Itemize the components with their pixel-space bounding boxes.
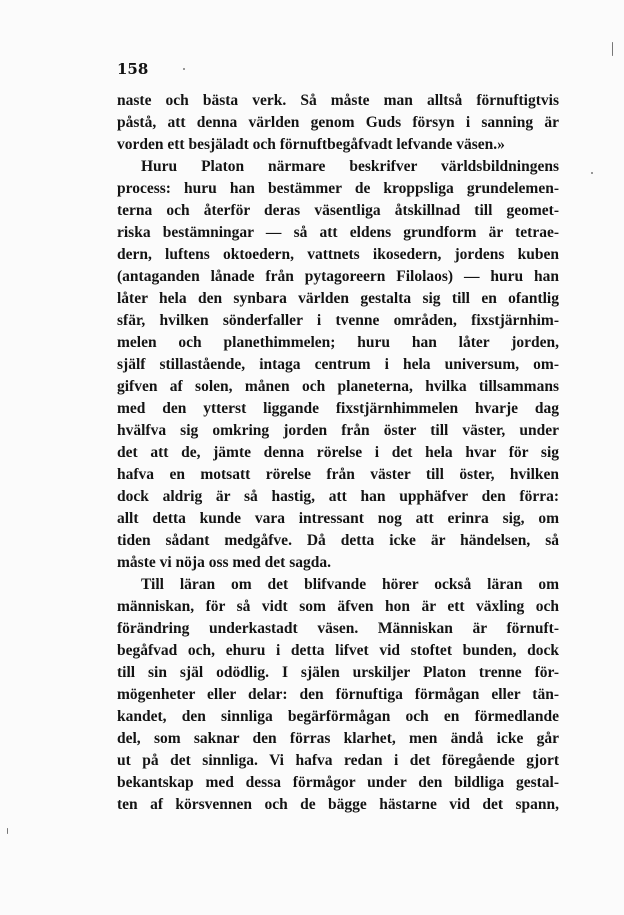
text-line: dern, luftens oktoedern, vattnets ikosedern, jordens kuben: [117, 246, 559, 263]
text-line: med den ytterst liggande fixstjärnhimmelen hvarje dag: [117, 400, 559, 417]
paper-speck: [612, 42, 613, 56]
text-line: Huru Platon närmare beskrifver världsbildningens: [141, 158, 559, 175]
text-line: tiden sådant medgåfve. Då detta icke är händelsen, så: [117, 532, 559, 549]
text-line: process: huru han bestämmer de kroppsliga grundelemen-: [117, 180, 559, 197]
text-line: naste och bästa verk. Så måste man alltså förnuftigtvis: [117, 92, 559, 109]
text-line: det att de, jämte denna rörelse i det hela hvar för sig: [117, 444, 559, 461]
text-line: dock aldrig är så hastig, att han upphäfver den förra:: [117, 488, 559, 505]
text-line: mögenheter eller delar: den förnuftiga förmågan eller tän-: [117, 686, 559, 703]
text-line: till sin själ odödlig. I själen urskiljer Platon trenne för-: [117, 664, 559, 681]
text-line: måste vi nöja oss med det sagda.: [117, 554, 331, 571]
paper-speck: [7, 828, 8, 834]
paper-speck: [591, 172, 593, 174]
text-line: hafva en motsatt rörelse från väster till öster, hvilken: [117, 466, 559, 483]
text-line: sfär, hvilken sönderfaller i tvenne områden, fixstjärnhim-: [117, 312, 559, 329]
body-text: [117, 90, 559, 816]
text-line: vorden ett besjäladt och förnuftbegåfvadt lefvande väsen.»: [117, 136, 505, 153]
text-line: hvälfva sig omkring jorden från öster till väster, under: [117, 422, 559, 439]
page-number: 158: [117, 60, 149, 78]
text-line: melen och planethimmelen; huru han låter jorden,: [117, 334, 559, 351]
text-line: terna och återför deras väsentliga åtskillnad till geomet-: [117, 202, 559, 219]
text-line: människan, för så vidt som äfven hon är ett växling och: [117, 598, 559, 615]
text-line: ten af körsvennen och de bägge hästarne vid det spann,: [117, 796, 559, 813]
text-line: begåfvad och, ehuru i detta lifvet vid stoftet bunden, dock: [117, 642, 559, 659]
text-line: kandet, den sinnliga begärförmågan och en förmedlande: [117, 708, 559, 725]
text-line: låter hela den synbara världen gestalta sig till en ofantlig: [117, 290, 559, 307]
text-line: bekantskap med dessa förmågor under den bildliga gestal-: [117, 774, 559, 791]
text-line: (antaganden lånade från pytagoreern Filolaos) — huru han: [117, 268, 559, 285]
text-line: riska bestämningar — så att eldens grundform är tetrae-: [117, 224, 559, 241]
text-line: ut på det sinnliga. Vi hafva redan i det föregående gjort: [117, 752, 559, 769]
text-line: gifven af solen, månen och planeterna, hvilka tillsammans: [117, 378, 559, 395]
text-line: förändring underkastadt väsen. Människan är förnuft-: [117, 620, 559, 637]
text-line: del, som saknar den förras klarhet, men ändå icke går: [117, 730, 559, 747]
text-line: allt detta kunde vara intressant nog att erinra sig, om: [117, 510, 559, 527]
text-line: själf stillastående, intaga centrum i hela universum, om-: [117, 356, 559, 373]
paper-speck: [183, 68, 185, 70]
text-line: påstå, att denna världen genom Guds försyn i sanning är: [117, 114, 559, 131]
text-line: Till läran om det blifvande hörer också läran om: [141, 576, 559, 593]
